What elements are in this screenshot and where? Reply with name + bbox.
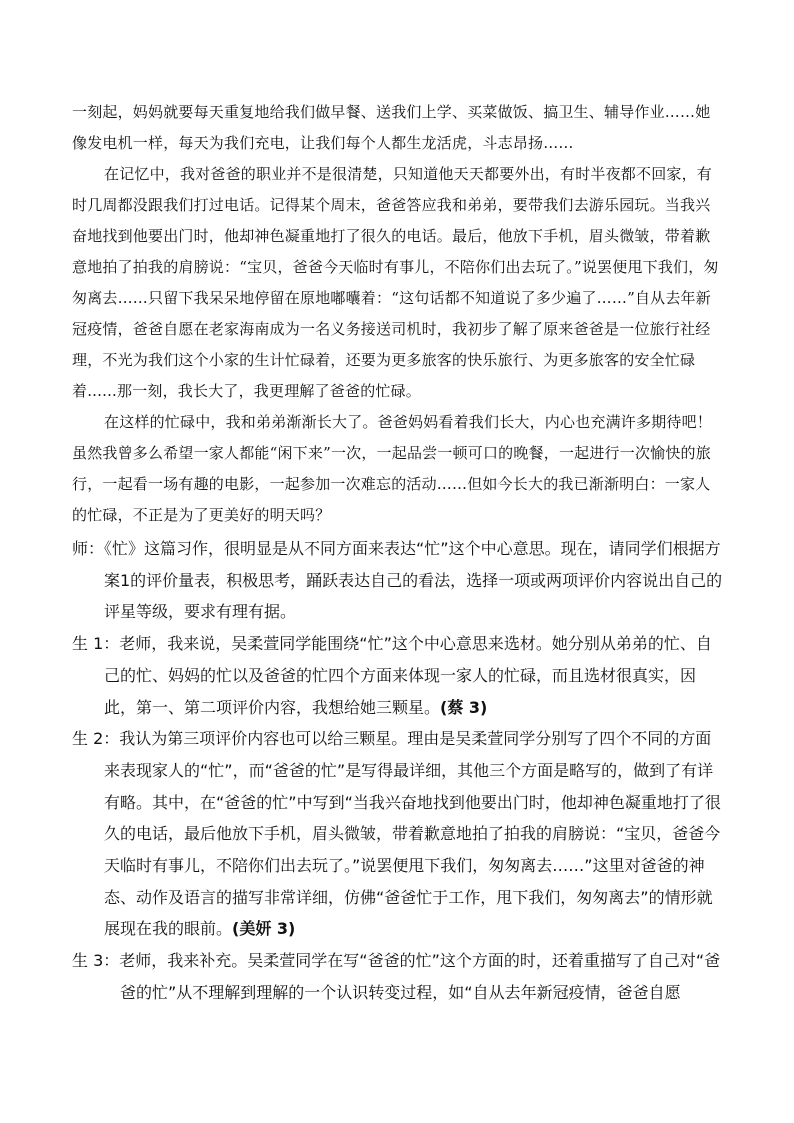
speaker-label: 师： xyxy=(72,539,105,558)
student-tag: (蔡 3) xyxy=(440,697,488,717)
student-tag: (美妍 3) xyxy=(232,919,296,939)
speaker-label: 生 2： xyxy=(72,729,120,749)
turn-text: 《忙》这篇习作，很明显是从不同方面来表达“忙”这个中心意思。现在，请同学们根据方案1的评价量表，积极思考，踊跃表达自己的看法，选择一项或两项评价内容说出自己的评星等级，要求有理有据。 xyxy=(104,539,723,622)
dialogue-turn-teacher xyxy=(72,533,727,628)
turn-text: 老师，我来补充。吴柔萱同学在写“爸爸的忙”这个方面的时，还着重描写了自己对“爸爸的忙”从不理解到理解的一个认识转变过程，如“自从去年新冠疫情，爸爸自愿 xyxy=(119,951,721,1002)
turn-text: 老师，我来说，吴柔萱同学能围绕“忙”这个中心意思来选材。她分别从弟弟的忙、自己的忙、妈妈的忙以及爸爸的忙四个方面来体现一家人的忙碌，而且选材很真实，因此，第一、第二项评价内容，我想给她三颗星。 xyxy=(104,634,712,717)
essay-paragraph-3: 在这样的忙碌中，我和弟弟渐渐长大了。爸爸妈妈看着我们长大，内心也充满许多期待吧！虽然我曾多么希望一家人都能“闲下来”一次，一起品尝一顿可口的晚餐，一起进行一次愉快的旅行，一起看一场有趣的电影，一起参加一次难忘的活动……但如今长大的我已渐渐明白：一家人的忙碌，不正是为了更美好的明天吗？ xyxy=(72,413,713,524)
essay-paragraph-2: 在记忆中，我对爸爸的职业并不是很清楚，只知道他天天都要外出，有时半夜都不回家，有时几周都没跟我们打过电话。记得某个周末，爸爸答应我和弟弟，要带我们去游乐园玩。当我兴奋地找到他要出门时，他却神色凝重地打了很久的电话。最后，他放下手机，眉头微皱，带着歉意地拍了拍我的肩膀说：“宝贝，爸爸今天临时有事儿，不陪你们出去玩了。”说罢便甩下我们，匆匆离去……只留下我呆呆地停留在原地嘟囔着：“这句话都不知道说了多少遍了……”自从去年新冠疫情，爸爸自愿在老家海南成为一名义务接送司机时，我初步了解了原来爸爸是一位旅行社经理，不光为我们这个小家的生计忙碌着，还要为更多旅客的快乐旅行、为更多旅客的安全忙碌着......那一刻，我长大了，我更理解了爸爸的忙碌。 xyxy=(72,165,719,400)
dialogue-turn-student-3 xyxy=(72,945,727,1008)
speaker-label: 生 1： xyxy=(72,634,120,654)
essay-paragraph-1: 一刻起，妈妈就要每天重复地给我们做早餐、送我们上学、买菜做饭、搞卫生、辅导作业……她像发电机一样，每天为我们充电，让我们每个人都生龙活虎，斗志昂扬…… xyxy=(72,103,711,152)
turn-text: 我认为第三项评价内容也可以给三颗星。理由是吴柔萱同学分别写了四个不同的方面来表现家人的“忙”，而“爸爸的忙”是写得最详细，其他三个方面是略写的，做到了有详有略。其中，在“爸爸的忙”中写到“当我兴奋地找到他要出门时，他却神色凝重地打了很久的电话，最后他放下手机，眉头微皱，带着歉意地拍了拍我的肩膀说：“宝贝，爸爸今天临时有事儿，不陪你们出去玩了。”说罢便甩下我们，匆匆离去……”这里对爸爸的神态、动作及语言的描写非常详细，仿佛“爸爸忙于工作，甩下我们，匆匆离去”的情形就展现在我的眼前。 xyxy=(104,729,721,939)
essay-excerpt xyxy=(72,97,724,531)
dialogue-turn-student-1 xyxy=(72,628,727,723)
speaker-label: 生 3： xyxy=(72,951,120,971)
dialogue-turn-student-2 xyxy=(72,723,727,945)
classroom-dialogue xyxy=(72,533,727,1009)
